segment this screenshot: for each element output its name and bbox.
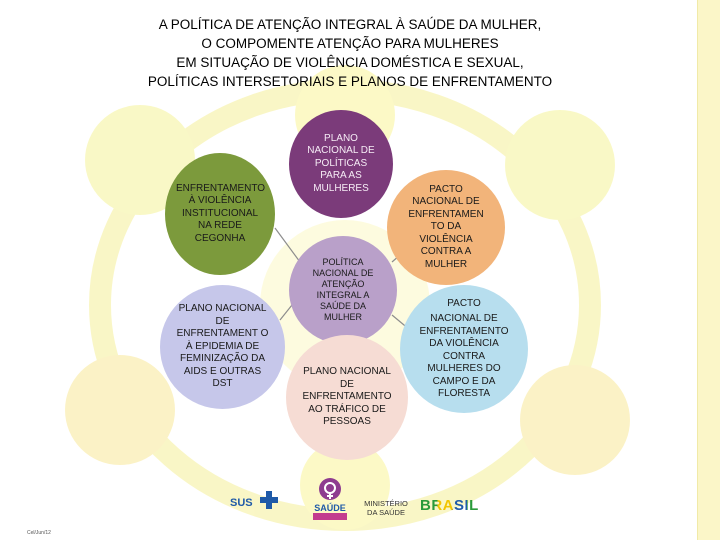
brasil-logo: [420, 497, 486, 519]
node-pacto-violencia-mulher: [387, 170, 505, 285]
node-plano-trafico-pessoas: [286, 335, 408, 460]
node-right-label: NACIONAL DE ENFRENTAMENTO DA VIOLÊNCIA CONTRA MULHERES DO CAMPO E DA FLORESTA: [419, 313, 509, 399]
title-line-1: A POLÍTICA DE ATENÇÃO INTEGRAL À SAÚDE DA MULHER,: [158, 17, 542, 32]
sus-logo: SUS: [230, 497, 253, 509]
saude-logo-text: SAÚDE: [314, 503, 346, 513]
node-top-label: PLANO NACIONAL DE POLÍTICAS PARA AS MULHERES: [307, 132, 375, 194]
title-line-2: O COMPOMENTE ATENÇÃO PARA MULHERES: [201, 36, 499, 51]
page-title: [120, 15, 580, 91]
sus-cross-icon: [258, 489, 280, 511]
node-right-title: PACTO: [447, 297, 481, 309]
node-topleft-label: ENFRENTAMENTO À VIOLÊNCIA INSTITUCIONAL NA REDE CEGONHA: [176, 182, 266, 244]
node-bottom-label: PLANO NACIONAL DE ENFRENTAMENTO AO TRÁFICO DE PESSOAS: [302, 366, 392, 428]
node-plano-politicas-mulheres: [289, 110, 393, 218]
node-botleft-label: PLANO NACIONAL DE ENFRENTAMENT O À EPIDEMIA DE FEMINIZAÇÃO DA AIDS E OUTRAS DST: [176, 303, 269, 390]
saude-da-mulher-logo-icon: [307, 475, 353, 521]
title-line-4: POLÍTICAS INTERSETORIAIS E PLANOS DE ENFRENTAMENTO: [147, 74, 553, 89]
node-plano-feminizacao-aids: [160, 285, 285, 409]
footer-logos: [230, 475, 490, 520]
ministerio-line-2: DA SAÚDE: [367, 508, 405, 517]
title-line-3: EM SITUAÇÃO DE VIOLÊNCIA DOMÉSTICA E SEXUAL,: [176, 55, 524, 70]
node-enfrentamento-violencia-institucional: [165, 153, 275, 275]
ministerio-saude-text: [358, 499, 414, 517]
ministerio-line-1: MINISTÉRIO: [364, 499, 408, 508]
corner-date-text: Cel/Jun/12: [27, 530, 51, 536]
node-pacto-campo-floresta: [400, 285, 528, 413]
brasil-logo-text: BRASIL: [420, 497, 479, 514]
node-topright-label: PACTO NACIONAL DE ENFRENTAMEN TO DA VIOLÊNCIA CONTRA A MULHER: [408, 183, 484, 270]
right-side-band: [697, 0, 720, 540]
node-politica-atencao-integral: [289, 236, 397, 344]
node-center-label: POLÍTICA NACIONAL DE ATENÇÃO INTEGRAL A SAÚDE DA MULHER: [312, 257, 374, 322]
